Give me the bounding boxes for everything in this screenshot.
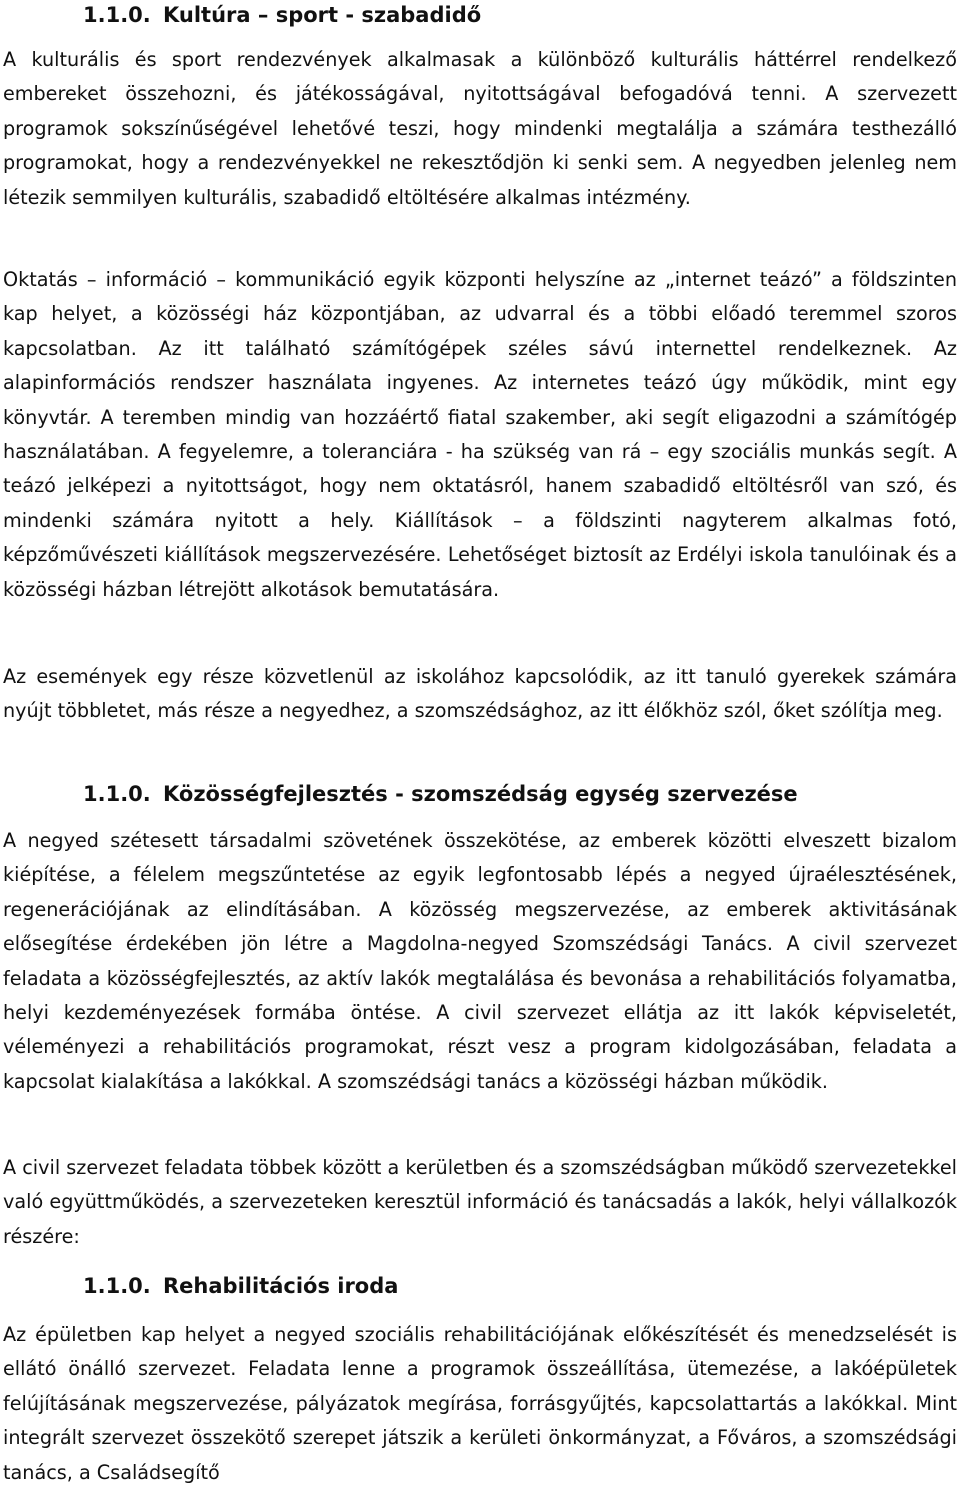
section-heading-rehab-office [0, 1272, 398, 1300]
section-heading-culture [0, 1, 481, 29]
paragraph: A civil szervezet feladata többek között a kerületben és a szomszédságban működő szervezetekkel való együttműködés, a szervezeteken keresztül információ és tanácsadás a lakók, helyi vállalkozók részére: [3, 1156, 957, 1248]
section-title: Rehabilitációs iroda [163, 1274, 399, 1298]
paragraph: A kulturális és sport rendezvények alkalmasak a különböző kulturális háttérrel rendelkező embereket összehozni, és játékosságával, nyitottságával befogadóvá tenni. A szervezett programok sokszínűségével lehetővé teszi, hogy mindenki megtalálja a számára testhezálló programokat, hogy a rendezvényekkel ne rekesztődjön ki senki sem. A negyedben jelenleg nem létezik semmilyen kulturális, szabadidő eltöltésére alkalmas intézmény. [3, 48, 957, 209]
paragraph: Oktatás – információ – kommunikáció egyik központi helyszíne az „internet teázó” a földszinten kap helyet, a közösségi ház központjában, az udvarral és a többi előadó teremmel szoros kapcsolatban. Az itt található számítógépek széles sávú internettel rendelkeznek. Az alapinformációs rendszer használata ingyenes. Az internetes teázó úgy működik, mint egy könyvtár. A teremben mindig van hozzáértő fiatal szakember, aki segít eligazodni a számítógép használatában. A fegyelemre, a toleranciára - ha szükség van rá – egy szociális munkás segít. A teázó jelképezi a nyitottságot, hogy nem oktatásról, hanem szabadidő eltöltésről van szó, és mindenki számára nyitott a hely. Kiállítások – a földszinti nagyterem alkalmas fotó, képzőművészeti kiállítások megszervezésére. Lehetőséget biztosít az Erdélyi iskola tanulóinak és a közösségi házban létrejött alkotások bemutatására. [3, 268, 957, 601]
paragraph: Az épületben kap helyet a negyed szociális rehabilitációjának előkészítését és menedzselését is ellátó önálló szervezet. Feladata lenne a programok összeállítása, ütemezése, a lakóépületek felújításának megszervezése, pályázatok megírása, forrásgyűjtés, kapcsolattartás a lakókkal. Mint integrált szervezet összekötő szerepet játszik a kerületi önkormányzat, a Főváros, a szomszédsági tanács, a Családsegítő [3, 1323, 957, 1484]
section-heading-community [0, 780, 798, 808]
section-number: 1.1.0. [83, 1274, 151, 1298]
paragraph: A negyed szétesett társadalmi szövetének összekötése, az emberek közötti elveszett bizalom kiépítése, a félelem megszűntetése az egyik legfontosabb lépés a negyed újraélesztésének, regenerációjának az elindításában. A közösség megszervezése, az emberek aktivitásának elősegítése érdekében jön létre a Magdolna-negyed Szomszédsági Tanács. A civil szervezet feladata a közösségfejlesztés, az aktív lakók megtalálása és bevonása a rehabilitációs folyamatba, helyi kezdeményezések formába öntése. A civil szervezet ellátja az itt lakók képviseletét, véleményezi a rehabilitációs programokat, részt vesz a program kidolgozásában, feladata a kapcsolat kialakítása a lakókkal. A szomszédsági tanács a közösségi házban működik. [3, 829, 957, 1093]
section-number: 1.1.0. [83, 782, 151, 806]
section-number: 1.1.0. [83, 3, 151, 27]
section-title: Kultúra – sport - szabadidő [163, 3, 482, 27]
section-title: Közösségfejlesztés - szomszédság egység szervezése [163, 782, 798, 806]
paragraph: Az események egy része közvetlenül az iskolához kapcsolódik, az itt tanuló gyerekek számára nyújt többletet, más része a negyedhez, a szomszédsághoz, az itt élőkhöz szól, őket szólítja meg. [3, 665, 957, 723]
